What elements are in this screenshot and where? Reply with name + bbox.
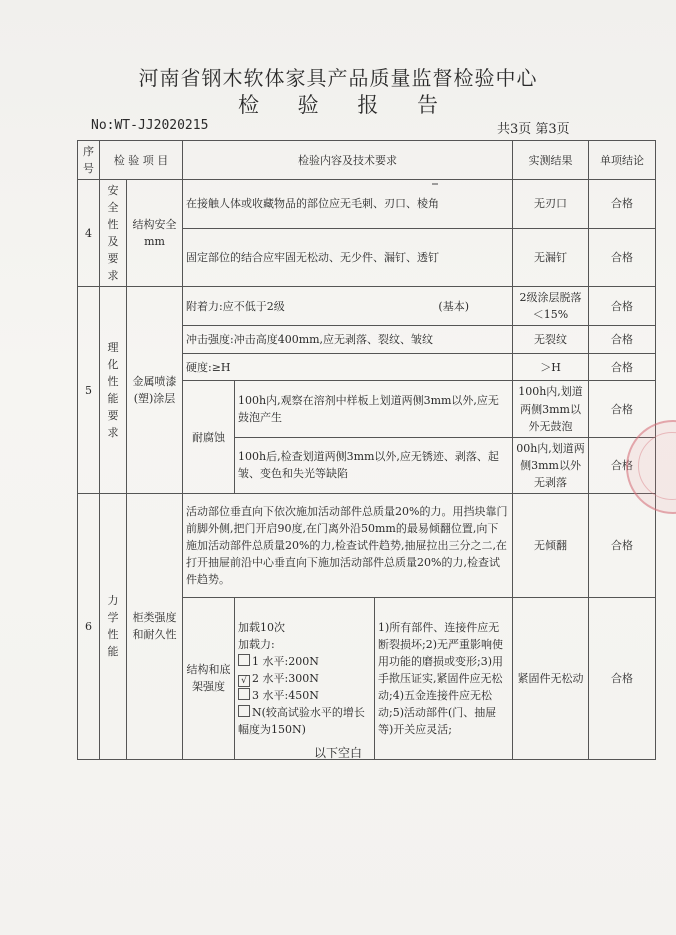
item-verdict: 合格 xyxy=(589,381,656,437)
checkbox-4 xyxy=(238,705,250,717)
inspection-table xyxy=(77,140,656,760)
table-row xyxy=(78,493,656,597)
measured-result: ＞H xyxy=(513,354,589,381)
requirement-tag: (基本) xyxy=(438,299,470,313)
measured-result: 无裂纹 xyxy=(513,326,589,354)
section-subcategory: 柜类强度和耐久性 xyxy=(127,493,183,759)
table-row xyxy=(78,180,656,229)
section-category: 理化性能要求 xyxy=(100,287,127,493)
option-label: 1 水平:200N xyxy=(252,654,319,668)
item-verdict: 合格 xyxy=(589,180,656,229)
table-header-row xyxy=(78,141,656,180)
measured-result: 2级涂层脱落＜15% xyxy=(513,287,589,326)
org-title: 河南省钢木软体家具产品质量监督检验中心 xyxy=(138,66,538,90)
requirements-list: 1)所有部件、连接件应无断裂损坏;2)无严重影响使用功能的磨损或变形;3)用手揿压证实,紧固件应无松动;4)五金连接件应无松动;5)活动部件(门、抽屉等)开关应灵活; xyxy=(375,597,513,759)
requirement-text: 硬度:≥H xyxy=(183,354,513,381)
load-options xyxy=(235,597,375,759)
requirement-text: 在接触人体或收藏物品的部位应无毛刺、刃口、棱角 xyxy=(183,180,513,229)
col-item-header: 检 验 项 目 xyxy=(100,141,183,180)
item-verdict: 合格 xyxy=(589,354,656,381)
option-label: 2 水平:300N xyxy=(252,671,319,685)
load-option-4 xyxy=(238,704,371,738)
seal-inner-ring xyxy=(638,432,676,500)
section-number: 5 xyxy=(78,287,100,493)
report-number: No:WT-JJ2020215 xyxy=(91,118,209,133)
col-seq-header: 序号 xyxy=(78,141,100,180)
requirement-text: 活动部位垂直向下依次施加活动部件总质量20%的力。用挡块靠门前脚外侧,把门开启90度,在门离外沿50mm的最易倾翻位置,向下施加活动部件总质量20%的力,检查试件趋势,抽屉拉出三分之二,在打开抽屉前沿中心垂直向下施加活动部件总质量20%的力,检查试件趋势。 xyxy=(183,493,513,597)
section-subcategory: 金属喷漆(塑)涂层 xyxy=(127,287,183,493)
checkbox-1 xyxy=(238,654,250,666)
measured-result: 无刃口 xyxy=(513,180,589,229)
section-subcategory: 结构安全mm xyxy=(127,180,183,287)
measured-result: 无倾翻 xyxy=(513,493,589,597)
report-title: 检 验 报 告 xyxy=(237,93,455,117)
item-verdict: 合格 xyxy=(589,228,656,287)
checkbox-3 xyxy=(238,688,250,700)
load-option-1 xyxy=(238,653,371,670)
col-verdict-header: 单项结论 xyxy=(589,141,656,180)
requirement-text: 冲击强度:冲击高度400mm,应无剥落、裂纹、皱纹 xyxy=(183,326,513,354)
corrosion-label: 耐腐蚀 xyxy=(183,381,235,493)
item-verdict: 合格 xyxy=(589,437,656,493)
item-verdict: 合格 xyxy=(589,493,656,597)
requirement-text: 附着力:应不低于2级 xyxy=(186,299,285,313)
measured-result: 00h内,划道两侧3mm以外无剥落 xyxy=(513,437,589,493)
measured-result: 无漏钉 xyxy=(513,228,589,287)
requirement-cell xyxy=(183,287,513,326)
col-content-header: 检验内容及技术要求 xyxy=(183,141,513,180)
col-result-header: 实测结果 xyxy=(513,141,589,180)
table-row xyxy=(78,287,656,326)
page-info: 共3页 第3页 xyxy=(497,122,570,137)
load-option-2 xyxy=(238,670,371,687)
section-category: 力学性能 xyxy=(100,493,127,759)
measured-result: 100h内,划道两侧3mm以外无鼓泡 xyxy=(513,381,589,437)
requirement-text: 100h后,检查划道两侧3mm以外,应无锈迹、剥落、起皱、变色和失光等缺陷 xyxy=(235,437,513,493)
load-option-3 xyxy=(238,687,371,704)
item-verdict: 合格 xyxy=(589,326,656,354)
item-verdict: 合格 xyxy=(589,597,656,759)
speck-mark xyxy=(432,183,438,185)
item-verdict: 合格 xyxy=(589,287,656,326)
measured-result: 紧固件无松动 xyxy=(513,597,589,759)
load-force-label: 加载力: xyxy=(238,637,275,651)
checkbox-2: √ xyxy=(238,675,250,687)
option-label: N(较高试验水平的增长幅度为150N) xyxy=(238,705,365,736)
requirement-text: 100h内,观察在溶剂中样板上划道两侧3mm以外,应无鼓泡产生 xyxy=(235,381,513,437)
requirement-text: 固定部位的结合应牢固无松动、无少件、漏钉、透钉 xyxy=(183,228,513,287)
load-count: 加载10次 xyxy=(238,620,285,634)
section-number: 4 xyxy=(78,180,100,287)
option-label: 3 水平:450N xyxy=(252,688,319,702)
structure-label: 结构和底架强度 xyxy=(183,597,235,759)
section-category: 安全性及要求 xyxy=(100,180,127,287)
end-note: 以下空白 xyxy=(313,746,362,760)
section-number: 6 xyxy=(78,493,100,759)
